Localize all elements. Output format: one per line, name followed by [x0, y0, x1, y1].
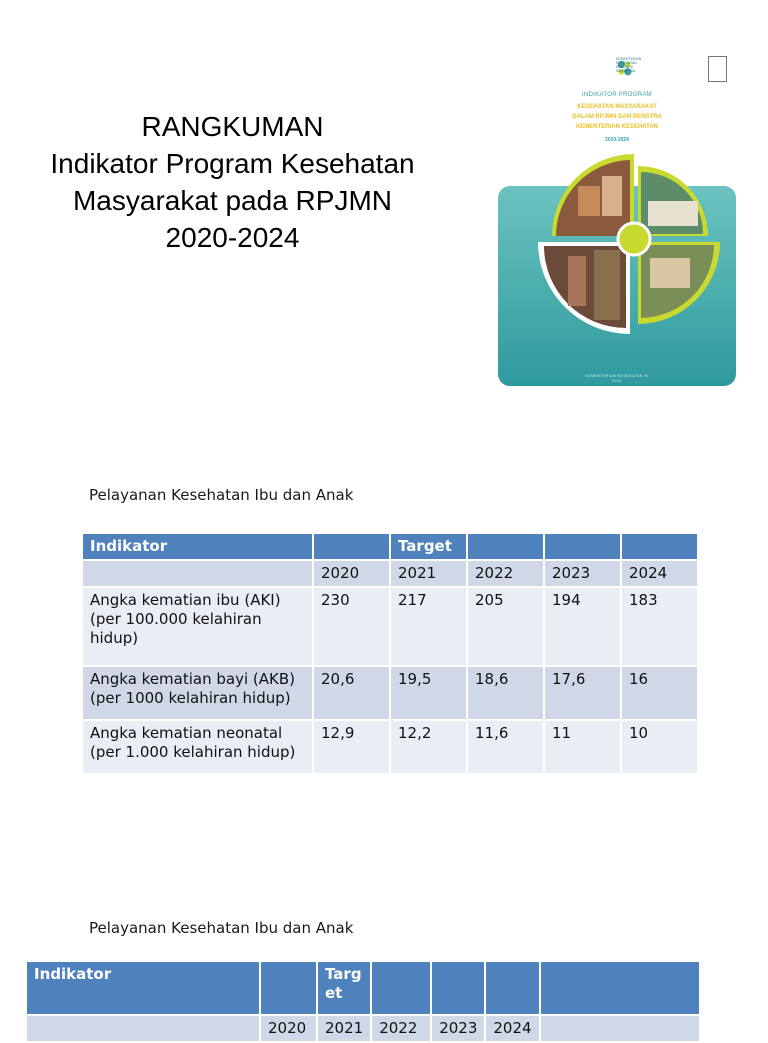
table-year-row [27, 1016, 699, 1041]
indicator-cell: Angka kematian bayi (AKB) (per 1000 kelahiran hidup) [83, 667, 312, 719]
value-cell: 183 [622, 588, 697, 665]
value-cell: 18,6 [468, 667, 543, 719]
indicator-table-1 [81, 532, 699, 775]
header-cell [541, 962, 699, 1014]
table-header-row [27, 962, 699, 1014]
title-line-3: Masyarakat pada RPJMN [72, 185, 392, 216]
header-cell [622, 534, 697, 559]
year-cell: 2024 [622, 561, 697, 586]
photo-top-right [638, 166, 708, 236]
section-label-1: Pelayanan Kesehatan Ibu dan Anak [89, 486, 354, 504]
header-cell: Indikator [83, 534, 312, 559]
table-row [83, 667, 697, 719]
year-cell: 2022 [372, 1016, 430, 1041]
table-year-row [83, 561, 697, 586]
value-cell: 230 [314, 588, 389, 665]
ministry-logo-text: KEMENTERIAN KESEHATAN REPUBLIK INDONESIA [616, 57, 642, 73]
header-cell [486, 962, 538, 1014]
value-cell: 20,6 [314, 667, 389, 719]
year-cell: 2020 [314, 561, 389, 586]
table-header-row [83, 534, 697, 559]
year-cell [541, 1016, 699, 1041]
photo-top-left [552, 154, 634, 236]
table-row [83, 721, 697, 773]
value-cell: 10 [622, 721, 697, 773]
cover-title: KESEHATAN MASYARAKAT DALAM RPJMN DAN RENSTRA KEMENTERIAN KESEHATAN [572, 104, 662, 130]
title-line-1: RANGKUMAN [141, 111, 324, 142]
header-cell [545, 534, 620, 559]
title-line-4: 2020-2024 [165, 222, 300, 253]
value-cell: 217 [391, 588, 466, 665]
header-cell [314, 534, 389, 559]
header-cell: Target [391, 534, 466, 559]
cover-kicker: INDIKATOR PROGRAM [582, 92, 652, 98]
value-cell: 11 [545, 721, 620, 773]
year-cell: 2021 [318, 1016, 370, 1041]
header-cell [468, 534, 543, 559]
value-cell: 16 [622, 667, 697, 719]
year-cell [27, 1016, 259, 1041]
table-row [83, 588, 697, 665]
value-cell: 17,6 [545, 667, 620, 719]
cover-footer: KEMENTERIAN KESEHATAN RI 2020 [585, 374, 649, 383]
indicator-cell: Angka kematian neonatal (per 1.000 kelahiran hidup) [83, 721, 312, 773]
section-label-2: Pelayanan Kesehatan Ibu dan Anak [89, 919, 354, 937]
header-cell: Indikator [27, 962, 259, 1014]
header-cell [372, 962, 430, 1014]
book-cover-image [498, 48, 736, 386]
page-title [20, 108, 445, 256]
value-cell: 19,5 [391, 667, 466, 719]
year-cell: 2020 [261, 1016, 316, 1041]
indicator-cell: Angka kematian ibu (AKI) (per 100.000 kelahiran hidup) [83, 588, 312, 665]
year-cell: 2023 [432, 1016, 484, 1041]
indicator-table-2 [25, 960, 701, 1043]
title-line-2: Indikator Program Kesehatan [50, 148, 415, 179]
year-cell: 2021 [391, 561, 466, 586]
year-cell: 2022 [468, 561, 543, 586]
value-cell: 194 [545, 588, 620, 665]
value-cell: 11,6 [468, 721, 543, 773]
value-cell: 205 [468, 588, 543, 665]
year-cell: 2024 [486, 1016, 538, 1041]
header-cell [432, 962, 484, 1014]
year-cell: 2023 [545, 561, 620, 586]
value-cell: 12,2 [391, 721, 466, 773]
value-cell: 12,9 [314, 721, 389, 773]
cover-years: 2020-2024 [605, 137, 629, 143]
header-cell [261, 962, 316, 1014]
isbn-stamp [708, 56, 727, 82]
year-cell [83, 561, 312, 586]
cover-artwork [498, 146, 736, 386]
header-cell: Target [318, 962, 370, 1014]
